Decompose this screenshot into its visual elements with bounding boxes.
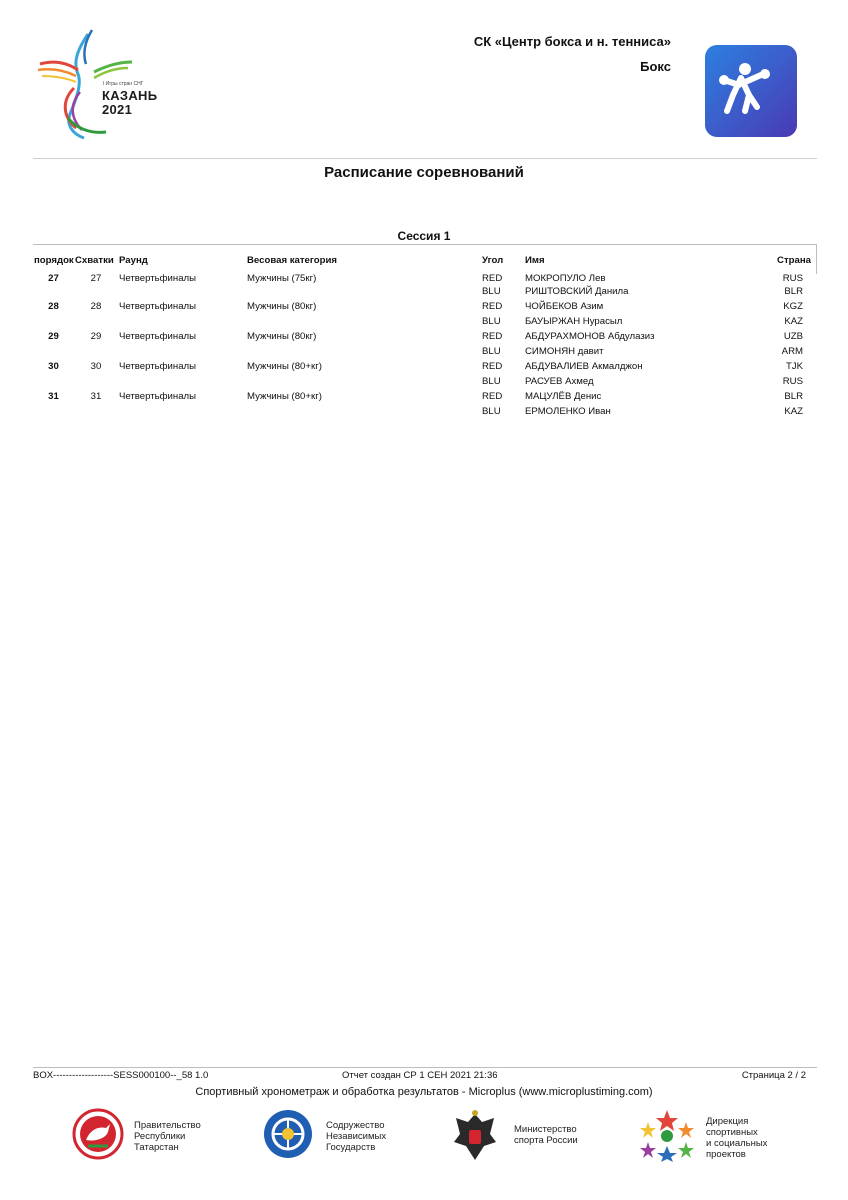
cell-weight: Мужчины (80кг): [247, 331, 317, 342]
cell-corner: BLU: [482, 406, 501, 417]
stars-circle-logo-icon: [640, 1108, 694, 1162]
footer-divider: [33, 1067, 817, 1068]
column-header-round: Раунд: [119, 254, 148, 266]
cell-round: [118, 314, 247, 329]
cell-bout: [74, 314, 118, 329]
cell-name: АБДУВАЛИЕВ Акмалджон: [525, 361, 643, 372]
column-header-name: Имя: [525, 254, 545, 266]
report-created: Отчет создан СР 1 СЕН 2021 21:36: [342, 1070, 498, 1081]
schedule-table: [33, 253, 817, 419]
page-number: Страница 2 / 2: [741, 1070, 806, 1081]
cell-bout: 28: [90, 301, 102, 312]
table-row: [33, 374, 817, 389]
table-row: [33, 359, 817, 374]
cell-bout: [74, 374, 118, 389]
sponsor-line: Государств: [326, 1142, 376, 1153]
cell-order: [33, 374, 74, 389]
cell-weight: [247, 374, 482, 389]
cell-weight: [247, 284, 482, 299]
cell-round: Четвертьфиналы: [119, 301, 197, 312]
cell-corner: BLU: [482, 316, 501, 327]
cell-corner: RED: [482, 391, 503, 402]
cell-weight: [247, 314, 482, 329]
sponsor-ministry-sport: [452, 1108, 612, 1168]
cell-order: 29: [48, 331, 59, 342]
cell-bout: 30: [90, 361, 102, 372]
cell-order: 28: [48, 301, 59, 312]
cell-country: BLR: [784, 391, 803, 402]
cell-round: [118, 344, 247, 359]
sponsor-line: спортивных: [706, 1127, 758, 1138]
sponsor-line: проектов: [706, 1149, 746, 1160]
cell-country: KAZ: [784, 406, 803, 417]
cell-round: [118, 404, 247, 419]
table-row: [33, 344, 817, 359]
cell-weight: [247, 404, 482, 419]
cell-country: KGZ: [783, 301, 803, 312]
column-header-weight: Весовая категория: [247, 254, 337, 266]
table-row: [33, 269, 817, 284]
cell-corner: RED: [482, 301, 503, 312]
sponsor-line: Дирекция: [706, 1116, 749, 1127]
cell-name: ЧОЙБЕКОВ Азим: [525, 301, 604, 312]
cell-weight: Мужчины (80+кг): [247, 391, 322, 402]
cell-name: МАЦУЛЁВ Денис: [525, 391, 602, 402]
tatarstan-emblem-icon: [72, 1108, 124, 1160]
kazan-2021-logo: [32, 26, 172, 144]
cell-round: Четвертьфиналы: [119, 361, 197, 372]
firebird-logo-icon: [32, 26, 172, 144]
cell-weight: Мужчины (80+кг): [247, 361, 322, 372]
cell-order: 27: [48, 272, 59, 284]
sponsor-tatarstan-government: [72, 1108, 232, 1168]
cell-round: Четвертьфиналы: [119, 272, 197, 284]
logo-city: КАЗАНЬ: [102, 88, 158, 103]
cell-weight: [247, 344, 482, 359]
sponsor-line: Правительство: [134, 1120, 201, 1131]
cell-bout: 31: [90, 391, 102, 402]
sponsor-cis: [262, 1108, 422, 1168]
cell-weight: Мужчины (80кг): [247, 301, 317, 312]
cell-country: ARM: [781, 346, 803, 357]
cell-country: UZB: [783, 331, 803, 342]
cell-weight: Мужчины (75кг): [247, 272, 317, 284]
sponsor-line: Республики: [134, 1131, 186, 1142]
cell-order: 31: [48, 391, 59, 402]
sponsor-line: Татарстан: [134, 1142, 179, 1153]
table-row: [33, 299, 817, 314]
cell-order: [33, 344, 74, 359]
table-row: [33, 389, 817, 404]
table-row: [33, 314, 817, 329]
cell-country: KAZ: [784, 316, 803, 327]
cell-corner: BLU: [482, 286, 501, 297]
cell-corner: RED: [482, 272, 503, 284]
cell-name: РИШТОВСКИЙ Данила: [525, 286, 629, 297]
cell-country: TJK: [785, 361, 803, 372]
sponsor-line: и социальных: [706, 1138, 768, 1149]
cell-bout: 29: [90, 331, 102, 342]
column-header-corner: Угол: [482, 254, 504, 266]
cell-country: BLR: [784, 286, 803, 297]
sponsor-directorate: [640, 1108, 810, 1168]
sponsor-line: Содружество: [326, 1120, 385, 1131]
page-title: Расписание соревнований: [324, 164, 524, 181]
cell-corner: BLU: [482, 346, 501, 357]
cell-country: RUS: [782, 376, 803, 387]
sponsor-line: спорта России: [514, 1135, 578, 1146]
cell-order: [33, 314, 74, 329]
cell-name: СИМОНЯН давит: [525, 346, 604, 357]
cell-name: БАУЫРЖАН Нурасыл: [525, 316, 623, 327]
logo-subtitle: I Игры стран СНГ: [103, 81, 144, 87]
cis-emblem-icon: [262, 1108, 314, 1160]
sponsor-line: Независимых: [326, 1131, 387, 1142]
cell-bout: [74, 404, 118, 419]
cell-corner: RED: [482, 361, 503, 372]
session-title: Сессия 1: [397, 229, 451, 243]
venue-name: СК «Центр бокса и н. тенниса»: [473, 34, 671, 49]
logo-year: 2021: [102, 102, 133, 117]
cell-name: МОКРОПУЛО Лев: [525, 272, 606, 284]
cell-bout: 27: [90, 272, 102, 284]
table-row: [33, 284, 817, 299]
column-header-bouts: Схватки: [75, 254, 114, 266]
cell-round: [118, 374, 247, 389]
sport-name: Бокс: [640, 59, 671, 74]
cell-corner: RED: [482, 331, 503, 342]
cell-round: Четвертьфиналы: [119, 331, 197, 342]
table-row: [33, 404, 817, 419]
column-header-order: порядок: [34, 254, 74, 266]
cell-name: АБДУРАХМОНОВ Абдулазиз: [525, 331, 655, 342]
header-divider: [33, 158, 817, 159]
cell-country: RUS: [782, 272, 803, 284]
cell-round: [118, 284, 247, 299]
russia-coat-of-arms-icon: [452, 1108, 498, 1164]
table-header-row: [33, 253, 817, 269]
table-row: [33, 329, 817, 344]
timing-credit: Спортивный хронометраж и обработка результатов - Microplus (www.microplustiming.com): [195, 1086, 653, 1098]
cell-order: 30: [48, 361, 59, 372]
column-header-country: Страна: [777, 254, 811, 266]
cell-order: [33, 284, 74, 299]
sponsor-line: Министерство: [514, 1124, 577, 1135]
cell-order: [33, 404, 74, 419]
report-code: BOX-------------------SESS000100--_58 1.0: [33, 1070, 209, 1081]
cell-name: ЕРМОЛЕНКО Иван: [525, 406, 611, 417]
cell-round: Четвертьфиналы: [119, 391, 197, 402]
cell-bout: [74, 284, 118, 299]
cell-bout: [74, 344, 118, 359]
cell-name: РАСУЕВ Ахмед: [525, 376, 594, 387]
cell-corner: BLU: [482, 376, 501, 387]
boxing-pictogram-icon: [705, 45, 797, 137]
